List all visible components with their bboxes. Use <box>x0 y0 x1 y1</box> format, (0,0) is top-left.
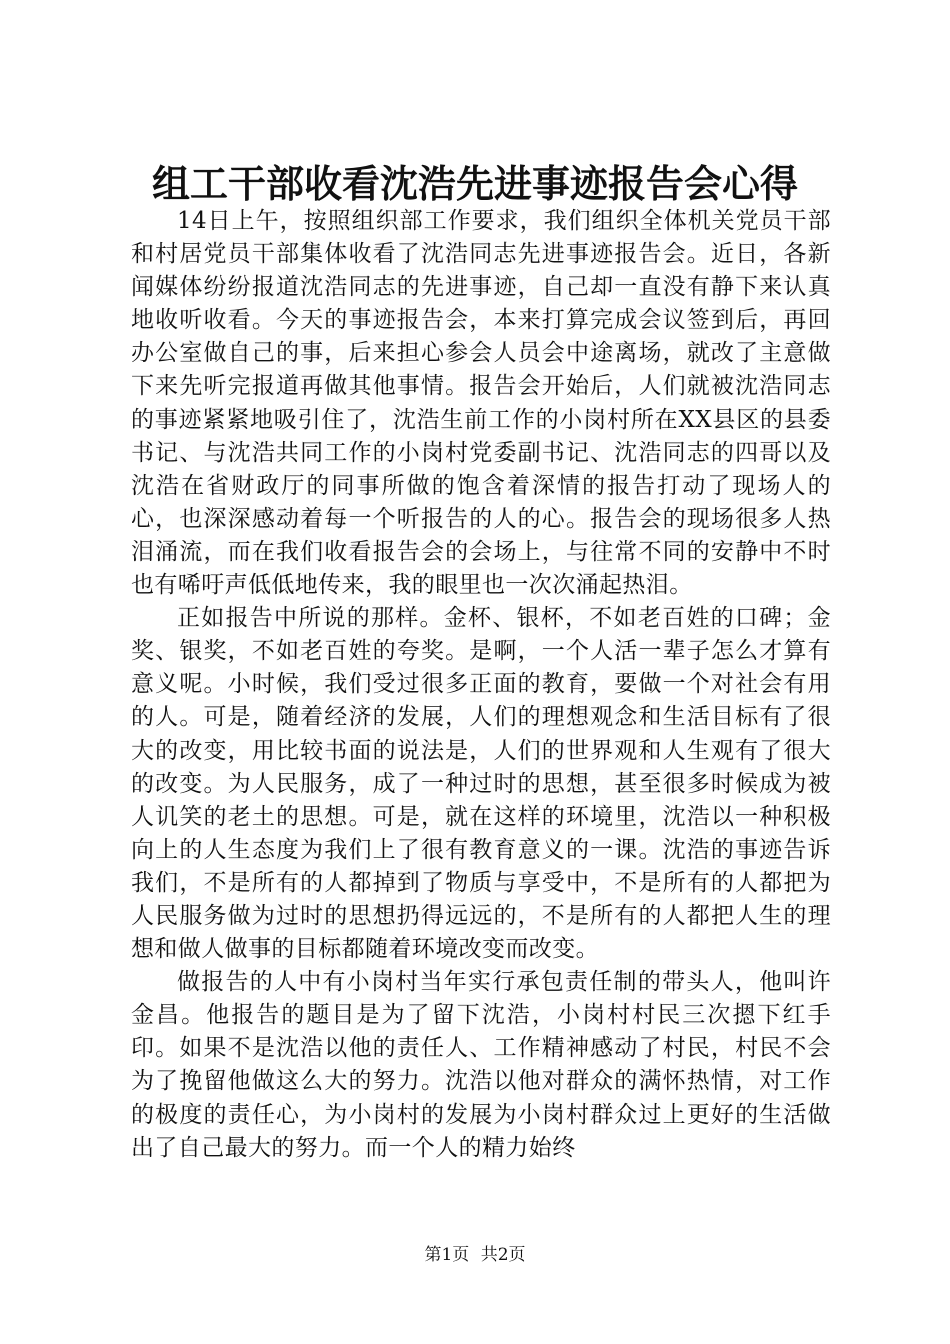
paragraph-2: 正如报告中所说的那样。金杯、银杯，不如老百姓的口碑；金奖、银奖，不如老百姓的夸奖。是啊，一个人活一辈子怎么才算有意义呢。小时候，我们受过很多正面的教育，要做一个对社会有用的人。可是，随着经济的发展，人们的理想观念和生活目标有了很大的改变，用比较书面的说法是，人们的世界观和人生观有了很大的改变。为人民服务，成了一种过时的思想，甚至很多时候成为被人讥笑的老土的思想。可是，就在这样的环境里，沈浩以一种积极向上的人生态度为我们上了很有教育意义的一课。沈浩的事迹告诉我们，不是所有的人都掉到了物质与享受中，不是所有的人都把为人民服务做为过时的思想扔得远远的，不是所有的人都把人生的理想和做人做事的目标都随着环境改变而改变。 <box>131 605 831 963</box>
page-footer <box>0 1244 950 1266</box>
page-number-current: 第1页 <box>424 1245 470 1265</box>
document-body <box>131 205 831 1165</box>
page-number-total: 共2页 <box>480 1245 526 1265</box>
paragraph-3: 做报告的人中有小岗村当年实行承包责任制的带头人，他叫许金昌。他报告的题目是为了留下沈浩，小岗村村民三次摁下红手印。如果不是沈浩以他的责任人、工作精神感动了村民，村民不会为了挽留他做这么大的努力。沈浩以他对群众的满怀热情，对工作的极度的责任心，为小岗村的发展为小岗村群众过上更好的生活做出了自己最大的努力。而一个人的精力始终 <box>131 969 831 1161</box>
document-title: 组工干部收看沈浩先进事迹报告会心得 <box>151 161 798 206</box>
paragraph-1: 14日上午，按照组织部工作要求，我们组织全体机关党员干部和村居党员干部集体收看了沈浩同志先进事迹报告会。近日，各新闻媒体纷纷报道沈浩同志的先进事迹，自己却一直没有静下来认真地收听收看。今天的事迹报告会，本来打算完成会议签到后，再回办公室做自己的事，后来担心参会人员会中途离场，就改了主意做下来先听完报道再做其他事情。报告会开始后，人们就被沈浩同志的事迹紧紧地吸引住了，沈浩生前工作的小岗村所在XX县区的县委书记、与沈浩共同工作的小岗村党委副书记、沈浩同志的四哥以及沈浩在省财政厅的同事所做的饱含着深情的报告打动了现场人的心，也深深感动着每一个听报告的人的心。报告会的现场很多人热泪涌流，而在我们收看报告会的会场上，与往常不同的安静中不时也有唏吁声低低地传来，我的眼里也一次次涌起热泪。 <box>131 208 831 599</box>
